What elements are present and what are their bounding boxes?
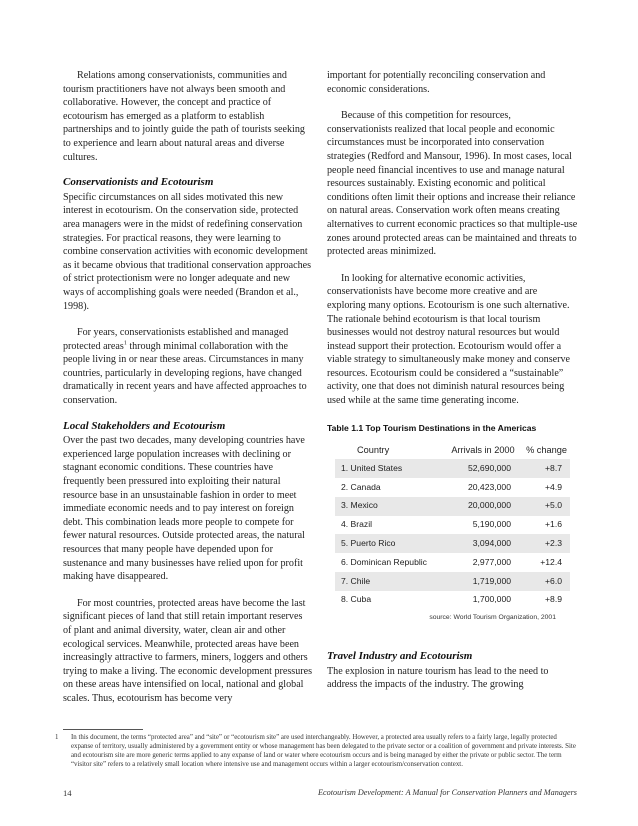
footnote-reference: 1 bbox=[123, 340, 127, 347]
cell-country: 8. Cuba bbox=[341, 594, 372, 605]
intro-paragraph: Relations among conservationists, communities and tourism practitioners have not always been smooth and collaborative. However, the concept and practice of ecotourism has emerged as a platform to establish partnerships and to jointly guide the path of tourists seeking to experience and learn about natural areas and diverse cultures. bbox=[63, 70, 305, 163]
section-heading-travel-industry: Travel Industry and Ecotourism bbox=[327, 650, 473, 663]
cell-country: 4. Brazil bbox=[341, 519, 373, 530]
paragraph-conservationists-1: Specific circumstances on all sides motivated this new interest in ecotourism. On the conservation side, protected area managers were in the midst of redefining conservation strategies. For practical reasons, they were learning to combine conservation activities with economic development as it became obvious that traditional conservation approaches of strict protectionism were no longer adequate and new ways of accomplishing goals were needed (Brandon et al., 1998). bbox=[63, 191, 312, 312]
cell-arrivals: 20,423,000 bbox=[467, 481, 511, 492]
cell-change: +12.4 bbox=[540, 556, 562, 567]
cell-change: +6.0 bbox=[545, 575, 562, 586]
cell-change: +5.0 bbox=[545, 500, 562, 511]
cell-arrivals: 5,190,000 bbox=[472, 519, 511, 530]
footnote bbox=[55, 734, 577, 770]
paragraph-conservationists-2 bbox=[63, 326, 313, 408]
paragraph-text: through minimal collaboration with the people living in or near these areas. Circumstances in many countries, particularly in developing regions, have changed dramatically in recent years and have affected approaches to conservation. bbox=[63, 340, 307, 407]
paragraph-alternatives: In looking for alternative economic activities, conservationists have become more creative and are exploring many options. Ecotourism is one such alternative. The rationale behind ecotourism is that local tourism businesses would not destroy natural resources but would instead support their protection. Ecotourism would offer a viable strategy to simultaneously make money and conserve resources. Ecotourism could be considered a “sustainable” activity, one that does not diminish natural resources being used while at the same time generating income. bbox=[327, 272, 571, 407]
header-country: Country bbox=[357, 445, 390, 456]
table-row bbox=[335, 459, 570, 478]
tourism-destinations-table bbox=[335, 443, 570, 624]
cell-arrivals: 1,700,000 bbox=[472, 594, 511, 605]
paragraph-travel-industry: The explosion in nature tourism has lead to the need to address the impacts of the industry. The growing bbox=[327, 665, 549, 691]
cell-arrivals: 20,000,000 bbox=[467, 500, 511, 511]
paragraph-continued: important for potentially reconciling conservation and economic considerations. bbox=[327, 70, 546, 95]
cell-country: 7. Chile bbox=[341, 575, 371, 586]
paragraph-competition: Because of this competition for resources, conservationists realized that local people and economic circumstances must be incorporated into conservation strategies (Redford and Mansour, 1996). In most cases, local people need financial incentives to use and manage natural resources sustainably. Existing economic and political conditions often limit their options and increase their reliance on natural areas. Conservation work often means creating alternatives to current economic practices so that multiple-use zones around protected areas can be maintained and threats to protected areas minimized. bbox=[327, 110, 578, 258]
cell-arrivals: 52,690,000 bbox=[467, 462, 511, 473]
cell-country: 6. Dominican Republic bbox=[341, 556, 427, 567]
footnote-mark: 1 bbox=[55, 734, 59, 741]
section-heading-local-stakeholders: Local Stakeholders and Ecotourism bbox=[63, 419, 226, 432]
table-row bbox=[335, 478, 570, 497]
paragraph-text: For years, conservationists established and managed protected areas bbox=[63, 327, 289, 352]
cell-country: 2. Canada bbox=[341, 481, 381, 492]
section-heading-conservationists: Conservationists and Ecotourism bbox=[63, 176, 214, 189]
running-footer-title: Ecotourism Development: A Manual for Conservation Planners and Managers bbox=[318, 788, 577, 797]
paragraph-local-stakeholders-1: Over the past two decades, many developing countries have experienced large population increases with declining or stagnant economic conditions. These countries have frequently been pressured into exploiting their natural resource base in an unsustainable fashion in order to meet immediate economic needs and to pay interest on foreign debt. This combination leads more people to compete for fewer natural resources. Outside protected areas, the natural resources that many people have depended upon for sustenance and many businesses have relied upon for profit making have disappeared. bbox=[63, 435, 305, 583]
table-row bbox=[335, 591, 570, 610]
cell-change: +8.9 bbox=[545, 594, 562, 605]
cell-arrivals: 3,094,000 bbox=[472, 538, 511, 549]
table-row bbox=[335, 553, 570, 572]
cell-change: +8.7 bbox=[545, 462, 562, 473]
header-arrivals: Arrivals in 2000 bbox=[451, 445, 515, 456]
header-change: % change bbox=[526, 445, 567, 456]
paragraph-local-stakeholders-2: For most countries, protected areas have become the last significant pieces of land that still retain important reserves of plant and animal diversity, water, clean air and other ecological services. Meanwhile, protected areas have been increasingly attractive to farmers, miners, loggers and others trying to make a living. The economic development pressures on these areas have intensified on local, national and global scales. Thus, ecotourism has become very bbox=[63, 597, 313, 704]
table-row bbox=[335, 572, 570, 591]
cell-change: +2.3 bbox=[545, 538, 562, 549]
table-row bbox=[335, 497, 570, 516]
cell-arrivals: 2,977,000 bbox=[472, 556, 511, 567]
cell-country: 1. United States bbox=[341, 462, 403, 473]
table-title: Table 1.1 Top Tourism Destinations in the Americas bbox=[327, 422, 537, 433]
table-source: source: World Tourism Organization, 2001 bbox=[429, 613, 556, 621]
table-row bbox=[335, 534, 570, 553]
footnote-text: In this document, the terms “protected area” and “site” or “ecotourism site” are used interchangeably. However, a protected area usually refers to a fairly large, legally protected expanse of territory, usually administered by a government entity or whose management has been delegated to the private sector or a coalition of government and private interests. Site and ecotourism site are more generic terms applied to any expanse of land or water where ecotourism occurs and is being managed by either the private or public sector. The term “visitor site” refers to a relatively small location where intensive use and management occurs within a larger ecotourism/conservation context. bbox=[71, 734, 576, 768]
left-column bbox=[63, 69, 313, 706]
cell-country: 5. Puerto Rico bbox=[341, 538, 396, 549]
cell-arrivals: 1,719,000 bbox=[472, 575, 511, 586]
table-row bbox=[335, 516, 570, 535]
footnote-divider bbox=[63, 729, 143, 730]
table-header-row bbox=[335, 443, 570, 459]
page-number: 14 bbox=[63, 788, 72, 798]
cell-change: +1.6 bbox=[545, 519, 562, 530]
cell-change: +4.9 bbox=[545, 481, 562, 492]
cell-country: 3. Mexico bbox=[341, 500, 378, 511]
right-column bbox=[327, 69, 578, 692]
